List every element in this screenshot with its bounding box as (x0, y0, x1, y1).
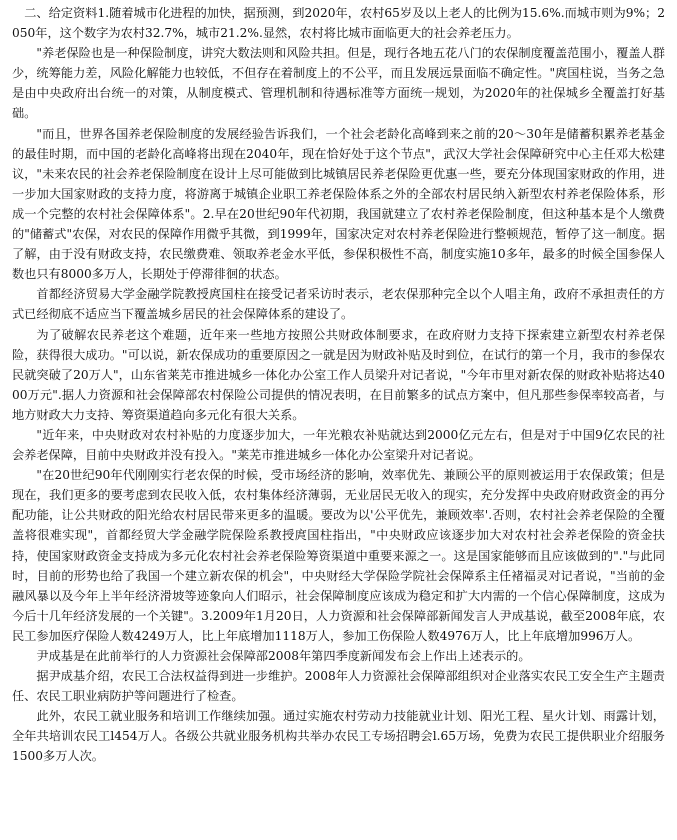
paragraph-press-conference: 尹成基是在此前举行的人力资源社会保障部2008年第四季度新闻发布会上作出上述表示的。 (36, 649, 531, 663)
paragraph-aging-peak: "而且，世界各国养老保险制度的发展经验告诉我们，一个社会老龄化高峰到来之前的20～30年是储蓄积累养老基金的最佳时期，而中国的老龄化高峰将出现在2040年，现在恰好处于这个节点"，武汉大学社会保障研究中心主任邓大松建议，"未来农民的社会养老保险制度在设计上尽可能做到比城镇居民养老保险更优惠一些，要充分体现国家财政的作用，进一步加大国家财政的支持力度，将游离于城镇企业职工养老保险体系之外的全部农村居民纳入新型农村养老保险体系，形成一个完整的农村社会保障体系"。2.早在20世纪90年代初期，我国就建立了农村养老保险制度，但这种基本是个人缴费的"储蓄式"农保，对农民的保障作用微乎其微，到1999年，国家决定对农村养老保险进行整顿规范，暂停了这一制度。据了解，由于没有财政支持，农民缴费难、领取养老金水平低，参保积极性不高，制度实施10多年，最多的时候全国参保人数也只有8000多万人，长期处于停滞徘徊的状态。 (12, 126, 665, 282)
paragraph-intro: 二、给定资料1.随着城市化进程的加快，据预测，到2020年，农村65岁及以上老人的比例为15.6%.而城市则为9%；2050年，这个数字为农村32.7%，城市21.2%.显然，农村将比城市面临更大的社会养老压力。 (12, 6, 665, 41)
paragraph-central-finance: "近年来，中央财政对农村补贴的力度逐步加大，一年光粮农补贴就达到2000亿元左右，但是对于中国9亿农民的社会养老保障，目前中央财政并没有投入。"莱芜市推进城乡一体化办公室梁升对记者说。 (12, 427, 665, 463)
paragraph-worker-rights: 据尹成基介绍，农民工合法权益得到进一步维护。2008年人力资源社会保障部组织对企业落实农民工安全生产主题责任、农民工职业病防护等问题进行了检查。 (12, 669, 665, 704)
paragraph-local-pilots: 为了破解农民养老这个难题，近年来一些地方按照公共财政体制要求，在政府财力支持下探索建立新型农村养老保险，获得很大成功。"可以说，新农保成功的重要原因之一就是因为财政补贴及时到位，在试行的第一个月，我市的参保农民就突破了20万人"，山东省莱芜市推进城乡一体化办公室工作人员梁升对记者说，"今年市里对新农保的财政补贴将达4000万元".据人力资源和社会保障部农村保险公司提供的情况表明，在目前繁多的试点方案中，但凡那些参保率较高者，与地方财政大力支持、筹资渠道趋向多元化有很大关系。 (12, 327, 665, 422)
paragraph-old-scheme: 首都经济贸易大学金融学院教授庹国柱在接受记者采访时表示，老农保那种完全以个人唱主角，政府不承担责任的方式已经彻底不适应当下覆盖城乡居民的社会保障体系的建设了。 (12, 287, 665, 322)
paragraph-employment-training: 此外，农民工就业服务和培训工作继续加强。通过实施农村劳动力技能就业计划、阳光工程、星火计划、雨露计划，全年共培训农民工l454万人。各级公共就业服务机构共举办农民工专场招聘会l.65万场，免费为农民工提供职业介绍服务1500多万人次。 (12, 709, 665, 764)
paragraph-pension-insurance: "养老保险也是一种保险制度，讲究大数法则和风险共担。但是，现行各地五花八门的农保制度覆盖范围小，覆盖人群少，统筹能力差，风险化解能力也较低，不但存在着制度上的不公平，而且发展远景面临不确定性。"庹国柱说，当务之急是由中央政府出台统一的对策，从制度模式、管理机制和待遇标准等方面统一规划，为2020年的社保城乡全覆盖打好基础。 (12, 46, 665, 121)
paragraph-fairness-first: "在20世纪90年代刚刚实行老农保的时候，受市场经济的影响，效率优先、兼顾公平的原则被运用于农保政策；但是现在，我们更多的要考虑到农民收入低，农村集体经济薄弱，无业居民无收入的现实，充分发挥中央政府财政资金的再分配功能，让公共财政的阳光给农村居民带来更多的温暖。要改为以'公平优先，兼顾效率'.否则，农村社会养老保险的全覆盖将很难实现"，首都经贸大学金融学院保险系教授庹国柱指出，"中央财政应该逐步加大对农村社会养老保险的资金扶持，使国家财政资金支持成为多元化农村社会养老保险筹资渠道中重要来源之一。这是国家能够而且应该做到的"."与此同时，目前的形势也给了我国一个建立新农保的机会"，中央财经大学保险学院社会保障系主任褚福灵对记者说，"当前的金融风暴以及今年上半年经济滑坡等迹象向人们昭示，社会保障制度应该成为稳定和扩大内需的一个信心保障制度，这成为今后十几年经济发展的一个关键"。3.2009年1月20日，人力资源和社会保障部新闻发言人尹成基说，截至2008年底，农民工参加医疗保险人数4249万人，比上年底增加1118万人，参加工伤保险人数4976万人，比上年底增加996万人。 (12, 468, 665, 643)
